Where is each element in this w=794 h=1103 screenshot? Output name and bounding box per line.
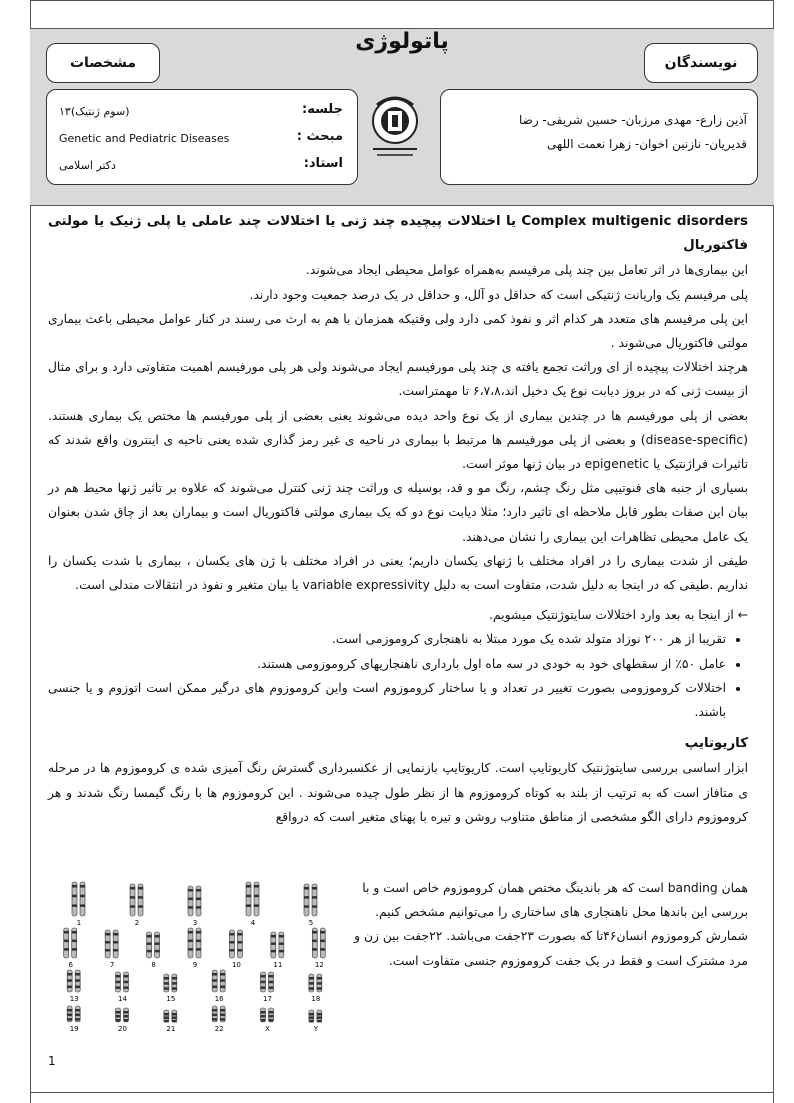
university-logo-icon — [355, 93, 435, 175]
chromosome-label: 12 — [314, 961, 324, 969]
chromosome-band — [212, 1014, 217, 1017]
chromosome-band — [67, 986, 72, 989]
chromosome-band — [75, 973, 80, 976]
chromosome-band — [317, 977, 322, 980]
chromosome-band — [64, 948, 69, 951]
chromosome-band — [75, 986, 80, 989]
chromosome-band — [279, 935, 284, 938]
chromosome-band — [312, 887, 317, 890]
chromosome-band — [269, 981, 274, 984]
chromosome-band — [116, 981, 121, 984]
karyotype-paragraph-1: ابزار اساسی بررسی سایتوژنتیک کاریوتایپ است. کاریوتایپ بازنمایی از عکسبرداری گسترش رنگ آمیزی شده ی کروموزوم ها در مرحله ی متافاز است که به ترتیب از بلند به کوتاه کروموزوم ها از نظر طول چیده می‌شوند . این کروموزوم ها با رنگ گیمسا رنگ شدند و هر کروموزوم دارای الگو مشخصی از مناطق متناوب روشن و تیره با پهنای متغیر است که درواقع — [48, 761, 748, 824]
chromosome-band — [75, 1014, 80, 1017]
chromosome-band — [254, 895, 259, 898]
chromosome-band — [312, 948, 317, 951]
chromosome-label: X — [265, 1025, 270, 1033]
chromosome-band — [124, 1011, 129, 1014]
chromosome-band — [116, 1019, 121, 1022]
chromosome-band — [229, 941, 234, 944]
chromosome-band — [67, 1018, 72, 1021]
chromosome-band — [212, 979, 217, 982]
chromosome-band — [172, 982, 177, 985]
chromosome-band — [196, 948, 201, 951]
chromosome-band — [105, 941, 110, 944]
chromosome-band — [188, 948, 193, 951]
chromosome-band — [312, 896, 317, 899]
session-label: جلسه: — [302, 102, 343, 117]
chromosome-band — [196, 898, 201, 901]
page-title: پاتولوژی — [355, 29, 449, 54]
chromosome-label: 7 — [109, 961, 115, 969]
chromosome-label: Y — [313, 1025, 318, 1033]
chromosome-band — [80, 895, 85, 898]
chromosome-band — [229, 933, 234, 936]
chromosome-band — [164, 1016, 169, 1019]
chromosome-band — [147, 942, 152, 945]
chromosome-band — [246, 904, 251, 907]
chromosome-band — [164, 1020, 169, 1023]
chromosome-band — [312, 905, 317, 908]
chromosome-band — [320, 940, 325, 943]
chromosome-label: 18 — [311, 995, 321, 1003]
chromosome-band — [67, 1014, 72, 1017]
page-number: 1 — [48, 1054, 56, 1068]
chromosome-band — [124, 975, 129, 978]
chromosome-band — [317, 1013, 322, 1016]
chromosome-band — [237, 949, 242, 952]
chromosome-band — [75, 979, 80, 982]
chromosome-band — [172, 987, 177, 990]
chromosome-band — [312, 931, 317, 934]
chromosome-band — [188, 889, 193, 892]
chromosome-band — [147, 935, 152, 938]
chromosome-band — [212, 1018, 217, 1021]
chromosome-label: 4 — [250, 919, 256, 927]
teacher-value: دکتر اسلامی — [59, 159, 116, 172]
bottom-rule — [30, 1092, 774, 1093]
chromosome-band — [164, 977, 169, 980]
paragraph-6: بسیاری از جنبه های فنوتیپی مثل رنگ چشم، رنگ مو و قد، بوسیله ی وراثت چند ژنی کنترل می‌شوند که علاوه بر تاثیر ژنها محیط هم در بیان این صفات بطور قابل ملاحظه ای تاثیر دارد؛ مثلا دیابت نوع دو که یک بیماری مولتی فاکتوریال است و بیماران بعد از چاق شدن بعنوان یک عامل محیطی تظاهرات این بیماری را نشان می‌دهند. — [48, 481, 748, 544]
paragraph-4: هرچند اختلالات پیچیده از ای وراثت تجمع یافته ی چند پلی مورفیسم ایجاد می‌شوند ولی هر پلی مورفیسم اهمیت متفاوتی دارد و برای مثال از بیست ژنی که در بروز دیابت نوع یک دخیل اند،۶،۷،۸ تا مهمتراست. — [48, 360, 748, 399]
chromosome-band — [220, 979, 225, 982]
chromosome-band — [172, 1020, 177, 1023]
chromosome-band — [164, 1013, 169, 1016]
chromosome-band — [220, 1009, 225, 1012]
chromosome-band — [317, 982, 322, 985]
karyotype-paragraph-3: شمارش کروموزوم انسان۴۶تا که بصورت ۲۳جفت می‌باشد. ۲۲جفت بین زن و مرد مشترک است و فقط در یک جفت کروموزوم جنسی متفاوت است. — [354, 929, 748, 968]
chromosome-band — [309, 987, 314, 990]
chromosome-band — [72, 895, 77, 898]
chromosome-band — [269, 975, 274, 978]
chromosome-band — [304, 887, 309, 890]
chromosome-band — [164, 982, 169, 985]
chromosome-band — [80, 885, 85, 888]
section-heading: Complex multigenic disorders یا اختلالات پیچیده چند ژنی یا اختلالات چند عاملی یا پلی ژنیک یا مولتی فاکتوریال — [48, 214, 749, 254]
chromosome-label: 16 — [214, 995, 224, 1003]
chromosome-band — [220, 1018, 225, 1021]
chromosome-band — [254, 904, 259, 907]
list-item: • تقریبا از هر ۲۰۰ نوزاد متولد شده یک مورد مبتلا به ناهنجاری کروموزمی است. — [48, 627, 726, 651]
chromosome-band — [220, 973, 225, 976]
chromosome-band — [220, 1014, 225, 1017]
chromosome-band — [261, 986, 266, 989]
chromosome-band — [130, 896, 135, 899]
chromosome-band — [113, 933, 118, 936]
chromosome-label: 8 — [151, 961, 156, 969]
chromosome-band — [113, 941, 118, 944]
karyogram-image — [40, 878, 340, 1048]
chromosome-band — [75, 1009, 80, 1012]
chromosome-label: 11 — [273, 961, 283, 969]
topic-value: Genetic and Pediatric Diseases — [59, 132, 230, 145]
chromosome-band — [196, 889, 201, 892]
bullet-list — [48, 627, 748, 724]
chromosome-band — [271, 935, 276, 938]
chromosome-band — [64, 940, 69, 943]
chromosome-band — [138, 896, 143, 899]
chromosome-band — [188, 906, 193, 909]
chromosome-band — [304, 896, 309, 899]
authors-text: آذین زارع- مهدی مرزبان- حسین شریفی- رضا قدیریان- نازنین اخوان- زهرا نعمت اللهی — [518, 113, 747, 151]
chromosome-band — [269, 1019, 274, 1022]
chromosome-band — [172, 977, 177, 980]
chromosome-band — [261, 1019, 266, 1022]
chromosome-label: 9 — [192, 961, 198, 969]
chromosome-band — [309, 1020, 314, 1023]
chromosome-band — [320, 948, 325, 951]
chromosome-label: 20 — [118, 1025, 127, 1033]
chromosome-band — [124, 986, 129, 989]
chromosome-band — [67, 979, 72, 982]
chromosome-band — [155, 935, 160, 938]
chromosome-band — [269, 1015, 274, 1018]
chromosome-band — [269, 1011, 274, 1014]
chromosome-band — [246, 885, 251, 888]
chromosome-band — [309, 1013, 314, 1016]
chromosome-band — [72, 885, 77, 888]
chromosome-band — [271, 942, 276, 945]
chromosome-band — [261, 1011, 266, 1014]
chromosome-band — [312, 940, 317, 943]
chromosome-band — [172, 1016, 177, 1019]
paragraph-1: این بیماری‌ها در اثر تعامل بین چند پلی مرفیسم به‌همراه عوامل محیطی ایجاد می‌شوند. — [305, 263, 748, 278]
chromosome-band — [212, 986, 217, 989]
karyotype-heading: کاریوتایپ — [684, 736, 748, 752]
chromosome-label: 6 — [68, 961, 73, 969]
chromosome-band — [317, 1020, 322, 1023]
teacher-label: استاد: — [303, 156, 343, 171]
chromosome-band — [105, 949, 110, 952]
chromosome-band — [237, 933, 242, 936]
chromosome-band — [212, 973, 217, 976]
chromosome-band — [155, 942, 160, 945]
chromosome-band — [155, 950, 160, 953]
chromosome-band — [172, 1013, 177, 1016]
chromosome-band — [75, 1018, 80, 1021]
session-labels — [297, 96, 343, 177]
chromosome-band — [261, 981, 266, 984]
chromosome-band — [261, 1015, 266, 1018]
paragraph-2: پلی مرفیسم یک واریانت ژنتیکی است که حداقل دو آلل، و حداقل در یک درصد جمعیت وجود دارند. — [249, 287, 748, 302]
chromosome-band — [317, 1016, 322, 1019]
chromosome-label: 17 — [263, 995, 272, 1003]
chromosome-band — [309, 977, 314, 980]
chromosome-label: 3 — [192, 919, 198, 927]
chromosome-band — [196, 931, 201, 934]
chromosome-band — [246, 895, 251, 898]
chromosome-band — [124, 981, 129, 984]
chromosome-band — [317, 987, 322, 990]
chromosome-band — [72, 948, 77, 951]
chromosome-band — [320, 931, 325, 934]
specs-label: مشخصات — [46, 43, 160, 83]
chromosome-band — [269, 986, 274, 989]
chromosome-band — [113, 949, 118, 952]
chromosome-band — [116, 1011, 121, 1014]
chromosome-label: 14 — [118, 995, 127, 1003]
chromosome-band — [164, 987, 169, 990]
chromosome-band — [130, 905, 135, 908]
chromosome-band — [64, 931, 69, 934]
list-item: • عامل ۵۰٪ از سقطهای خود به خودی در سه ماه اول بارداری ناهنجاریهای کروموزومی هستند. — [48, 652, 726, 676]
chromosome-label: 13 — [69, 995, 79, 1003]
paragraph-3: این پلی مرفیسم های متعدد هر کدام اثر و نفوذ کمی دارد ولی وقتیکه همزمان با هم به ارث می رسند در کنار عوامل محیطی باعث بیماری مولتی فاکتوریال می‌شوند . — [48, 311, 748, 351]
chromosome-band — [124, 1019, 129, 1022]
chromosome-band — [196, 940, 201, 943]
karyotype-side-text — [352, 876, 748, 973]
chromosome-band — [72, 931, 77, 934]
chromosome-label: 1 — [76, 919, 82, 927]
chromosome-band — [271, 950, 276, 953]
chromosome-band — [229, 949, 234, 952]
chromosome-band — [279, 950, 284, 953]
paragraph-7: طیفی از شدت بیماری را در افراد مختلف با ژنهای یکسان داریم؛ یعنی در افراد مختلف با ژن های یکسان ، بیماری با شدت یکسان را نداریم .طیفی که در اینجا به دلیل شدت، متفاوت است به دلیل variable expressivity یا بیان متغیر و نفوذ در انتقالات مندلی است. — [48, 553, 748, 593]
chromosome-band — [105, 933, 110, 936]
chromosome-band — [188, 940, 193, 943]
session-value: ۱۳(سوم ژنتیک) — [59, 105, 130, 118]
chromosome-label: 22 — [214, 1025, 224, 1033]
chromosome-band — [124, 1015, 129, 1018]
chromosome-band — [116, 1015, 121, 1018]
chromosome-band — [67, 973, 72, 976]
chromosome-band — [304, 905, 309, 908]
chromosome-band — [72, 904, 77, 907]
cytogenetics-intro: ← از اینجا به بعد وارد اختلالات سایتوژنتیک میشویم. — [489, 608, 748, 623]
authors-label: نویسندگان — [644, 43, 758, 83]
chromosome-band — [138, 905, 143, 908]
chromosome-band — [138, 887, 143, 890]
list-item: • اختلالات کروموزومی بصورت تغییر در تعداد و یا ساختار کروموزوم است واین کروموزوم های درگیر ممکن است اتوزوم و یا جنسی باشند. — [48, 676, 726, 724]
chromosome-label: 15 — [166, 995, 176, 1003]
chromosome-band — [147, 950, 152, 953]
chromosome-band — [212, 1009, 217, 1012]
chromosome-band — [188, 931, 193, 934]
chromosome-band — [116, 986, 121, 989]
karyotype-paragraph-2: همان banding است که هر باندینگ مختص همان کروموزوم خاص است و با بررسی این باندها محل ناهنجاری های ساختاری را می‌توانیم مشخص کنیم. — [362, 881, 748, 920]
chromosome-band — [309, 1016, 314, 1019]
chromosome-band — [188, 898, 193, 901]
chromosome-band — [72, 940, 77, 943]
document-header — [30, 28, 774, 206]
chromosome-band — [80, 904, 85, 907]
main-content — [48, 210, 748, 829]
chromosome-band — [254, 885, 259, 888]
session-info-box — [46, 89, 358, 185]
chromosome-label: 2 — [134, 919, 140, 927]
paragraph-5: بعضی از پلی مورفیسم ها در چندین بیماری از یک نوع واحد دیده می‌شوند یعنی بعضی از پلی مورفیسم ها مختص یک بیماری هستند. (disease-specific) و بعضی از پلی مورفیسم ها مرتبط با بیماری در ناحیه ی غیر رمز گذاری شده یعنی ناحیه ی اینترون واقع شدند که تاثیرات فرا‌ژنتیک یا epigenetic در بیان ژنها موثر است. — [48, 408, 748, 472]
session-values — [59, 98, 229, 179]
chromosome-label: 5 — [308, 919, 314, 927]
topic-label: مبحث : — [296, 129, 343, 144]
chromosome-label: 10 — [231, 961, 241, 969]
chromosome-band — [196, 906, 201, 909]
chromosome-band — [130, 887, 135, 890]
chromosome-band — [309, 982, 314, 985]
chromosome-label: 19 — [69, 1025, 79, 1033]
chromosome-band — [237, 941, 242, 944]
chromosome-band — [279, 942, 284, 945]
chromosome-band — [116, 975, 121, 978]
chromosome-label: 21 — [166, 1025, 176, 1033]
authors-box — [440, 89, 758, 185]
chromosome-band — [67, 1009, 72, 1012]
chromosome-band — [220, 986, 225, 989]
chromosome-band — [261, 975, 266, 978]
